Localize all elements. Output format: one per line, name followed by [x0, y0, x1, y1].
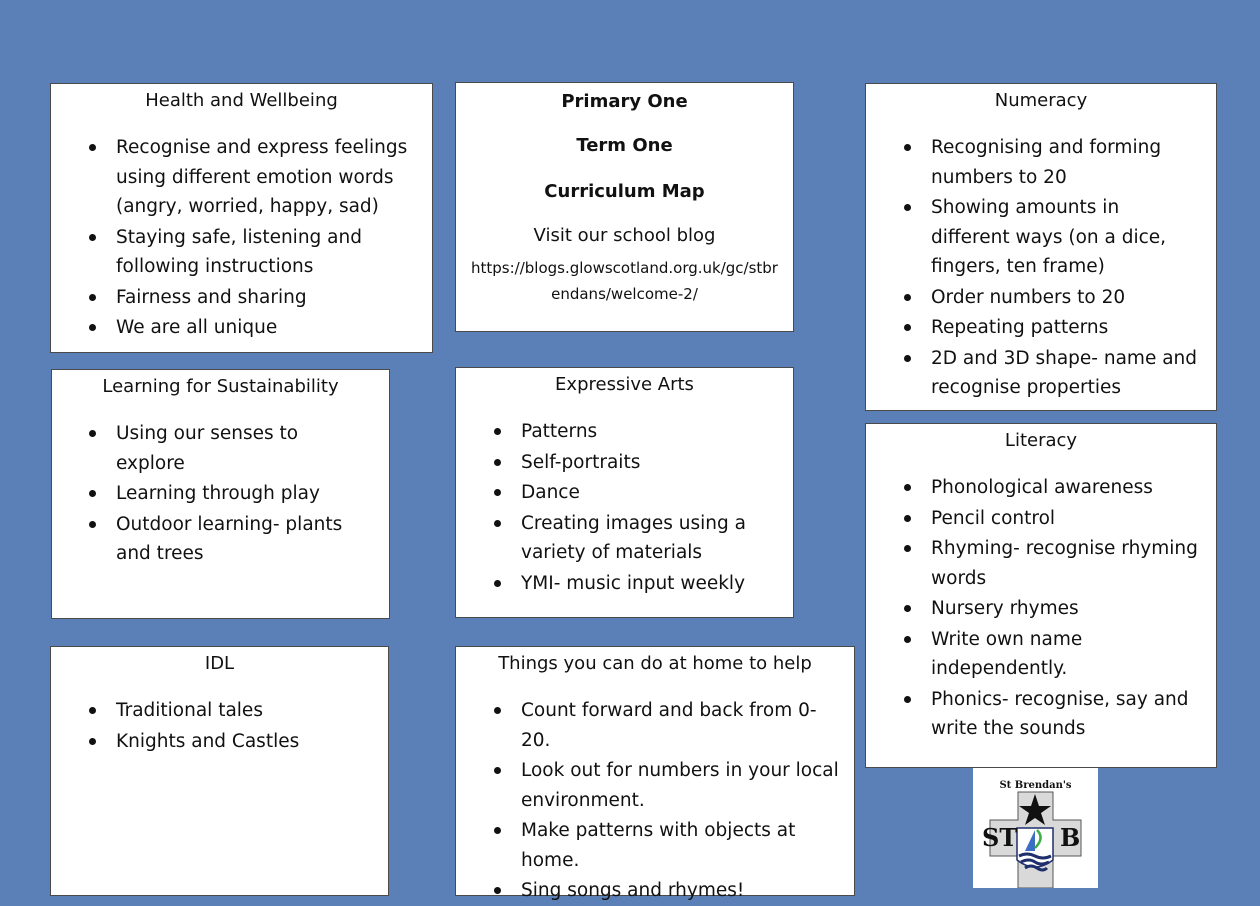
literacy-panel: [865, 423, 1217, 768]
list-item: Using our senses to explore: [116, 419, 371, 478]
term-label: Term One: [576, 135, 673, 156]
idl-title: IDL: [204, 653, 235, 674]
list-item: Order numbers to 20: [931, 283, 1198, 313]
list-item: YMI- music input weekly: [521, 569, 775, 599]
home-help-list: [456, 696, 854, 906]
list-item: Look out for numbers in your local environment.: [521, 756, 840, 815]
list-item: Patterns: [521, 417, 775, 447]
list-item: Make patterns with objects at home.: [521, 816, 840, 875]
list-item: Showing amounts in different ways (on a dice, fingers, ten frame): [931, 193, 1198, 282]
list-item: Count forward and back from 0-20.: [521, 696, 840, 755]
list-item: Self-portraits: [521, 448, 775, 478]
sustainability-panel: [51, 369, 390, 619]
list-item: Phonics- recognise, say and write the sounds: [931, 685, 1198, 744]
logo-school-name: St Brendan's: [999, 780, 1072, 791]
list-item: Pencil control: [931, 504, 1198, 534]
idl-panel: [50, 646, 389, 896]
health-wellbeing-title: Health and Wellbeing: [145, 90, 338, 111]
numeracy-list: [866, 133, 1216, 403]
list-item: We are all unique: [116, 313, 412, 343]
literacy-list: [866, 473, 1216, 744]
home-help-title: Things you can do at home to help: [498, 653, 812, 674]
list-item: Phonological awareness: [931, 473, 1198, 503]
list-item: Repeating patterns: [931, 313, 1198, 343]
list-item: Dance: [521, 478, 775, 508]
page-title: Primary One: [561, 91, 688, 112]
logo-letters-right: B: [1060, 823, 1081, 852]
list-item: Outdoor learning- plants and trees: [116, 510, 371, 569]
logo-letters-left: ST: [982, 823, 1018, 852]
list-item: Knights and Castles: [116, 727, 370, 757]
expressive-arts-title: Expressive Arts: [555, 374, 694, 395]
home-help-panel: [455, 646, 855, 901]
list-item: Nursery rhymes: [931, 594, 1198, 624]
list-item: Learning through play: [116, 479, 371, 509]
list-item: Sing songs and rhymes!: [521, 876, 840, 906]
curriculum-map-label: Curriculum Map: [544, 181, 705, 202]
numeracy-panel: [865, 83, 1217, 411]
idl-list: [51, 696, 388, 756]
blog-label: Visit our school blog: [533, 225, 716, 246]
literacy-title: Literacy: [1004, 430, 1078, 451]
list-item: Creating images using a variety of materials: [521, 509, 775, 568]
list-item: 2D and 3D shape- name and recognise properties: [931, 344, 1198, 403]
curriculum-header-panel: [455, 82, 794, 332]
list-item: Recognise and express feelings using different emotion words (angry, worried, happy, sad): [116, 133, 412, 222]
sustainability-title: Learning for Sustainability: [102, 376, 339, 397]
list-item: Rhyming- recognise rhyming words: [931, 534, 1198, 593]
health-wellbeing-list: [51, 133, 432, 343]
list-item: Write own name independently.: [931, 625, 1198, 684]
sustainability-list: [52, 419, 389, 569]
numeracy-title: Numeracy: [994, 90, 1088, 111]
list-item: Fairness and sharing: [116, 283, 412, 313]
blog-link[interactable]: https://blogs.glowscotland.org.uk/gc/stbrendans/welcome-2/: [471, 259, 778, 303]
expressive-arts-panel: [455, 367, 794, 618]
school-logo: [973, 768, 1098, 888]
list-item: Recognising and forming numbers to 20: [931, 133, 1198, 192]
expressive-arts-list: [456, 417, 793, 598]
health-wellbeing-panel: [50, 83, 433, 353]
list-item: Traditional tales: [116, 696, 370, 726]
list-item: Staying safe, listening and following instructions: [116, 223, 412, 282]
